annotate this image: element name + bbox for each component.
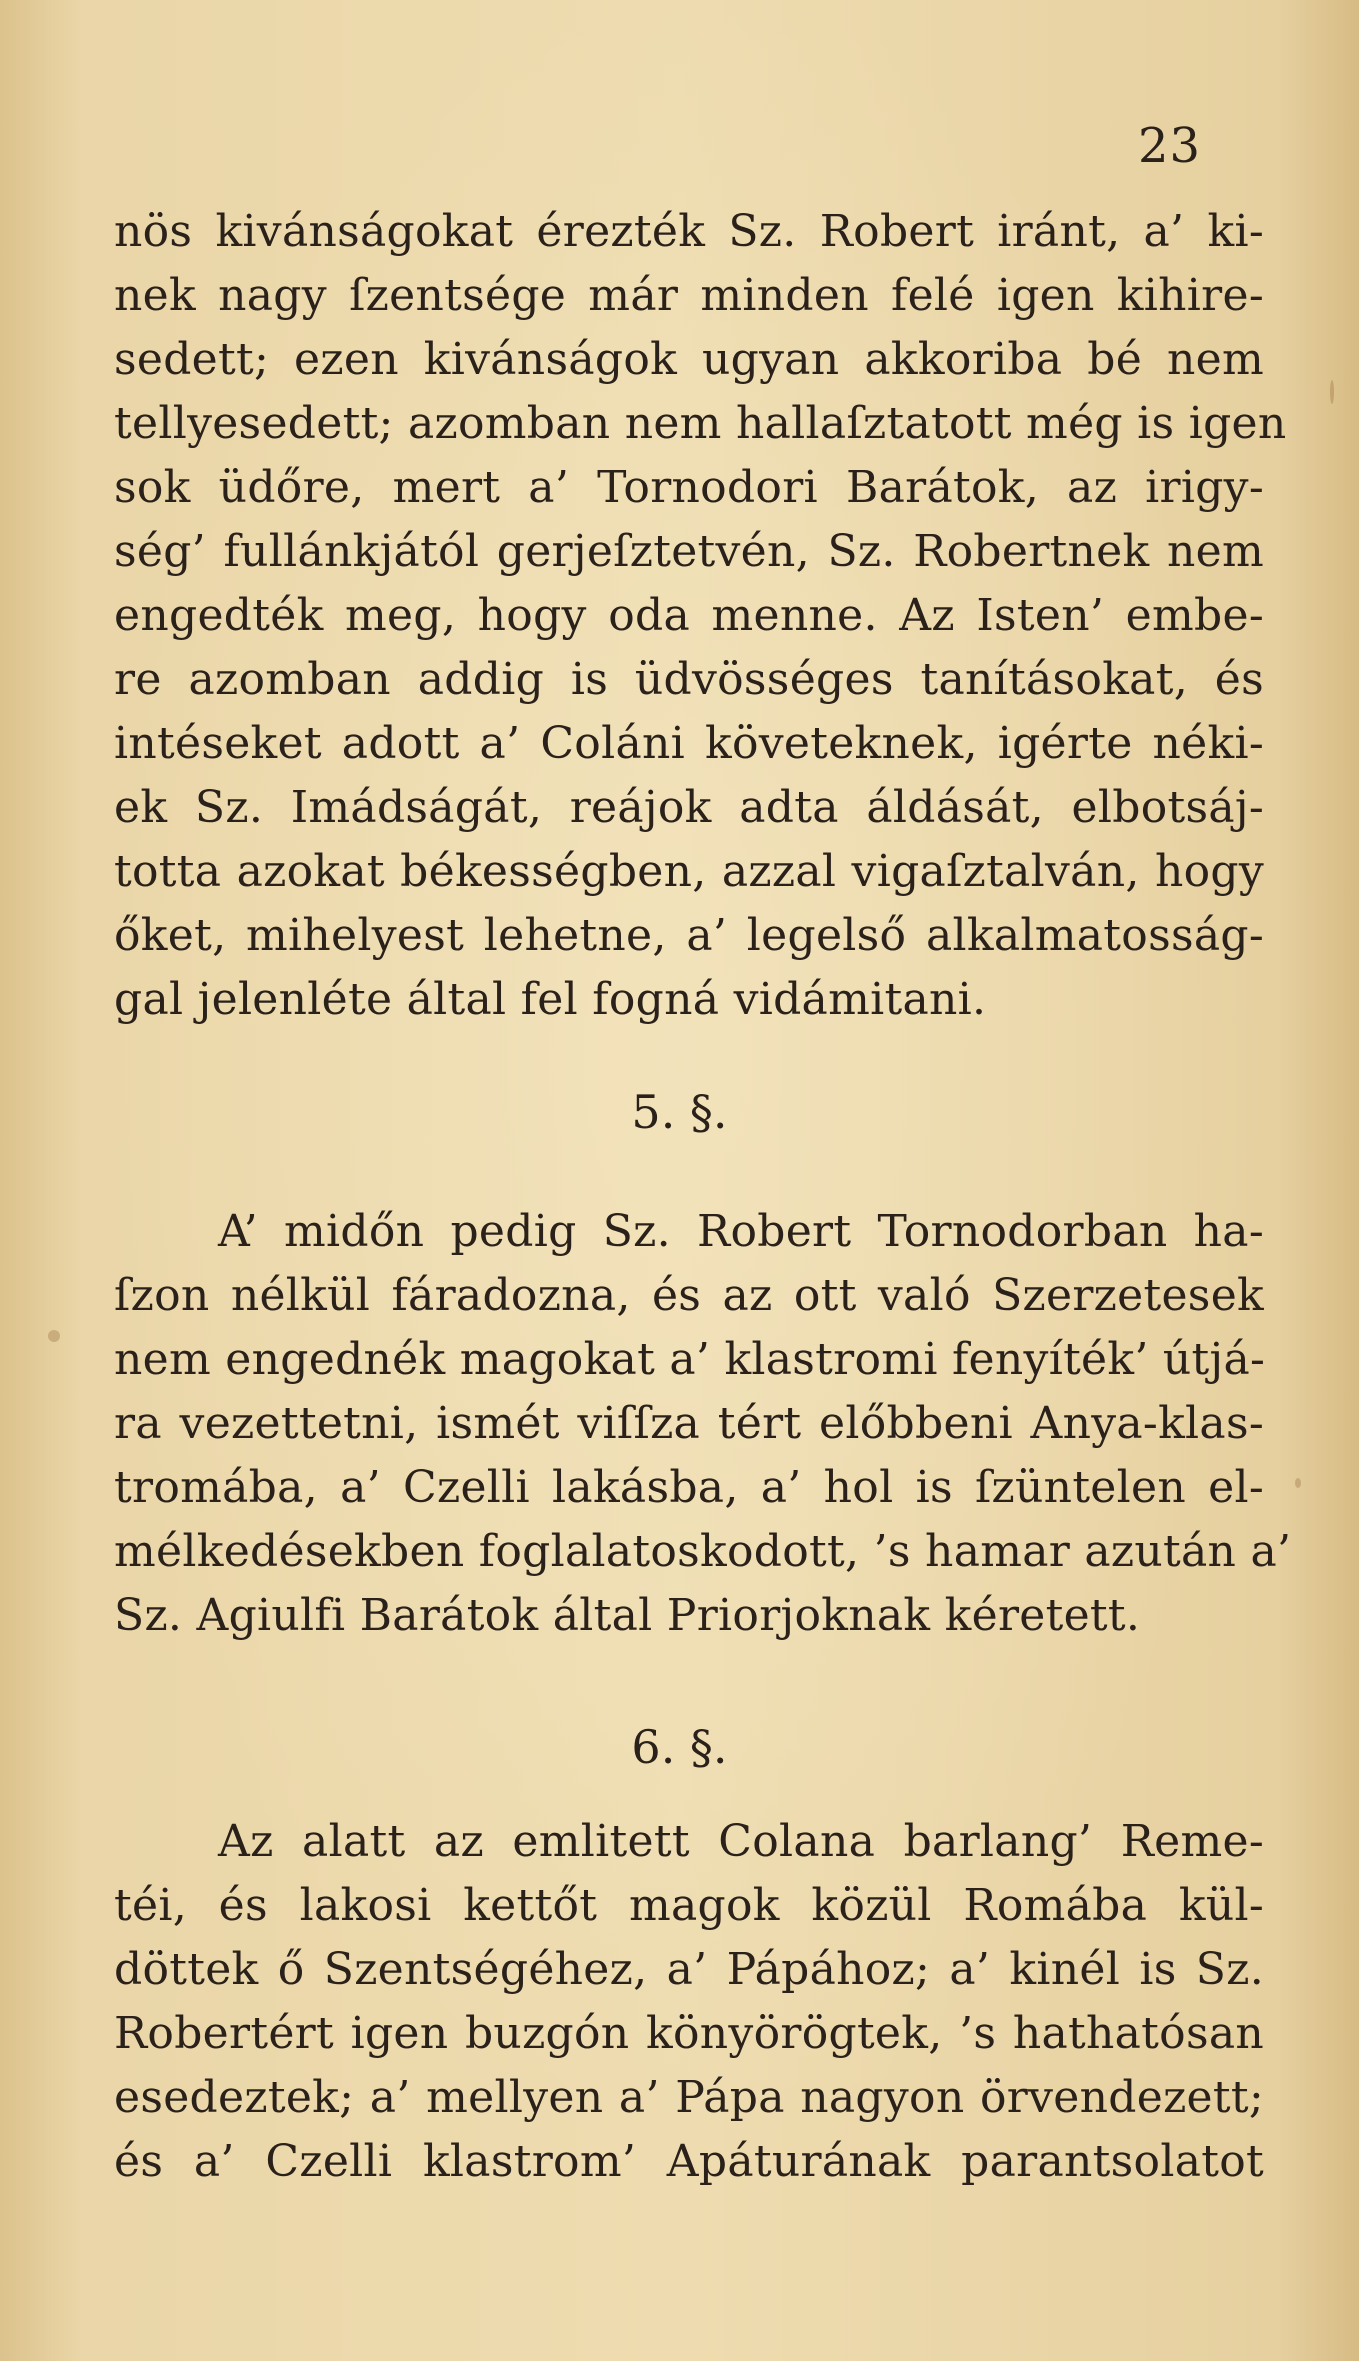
paper-stain [1295,1478,1301,1488]
text-line: intéseket adott a’ Coláni követeknek, igérte néki- [114,718,1264,769]
text-line: nek nagy ſzentsége már minden felé igen kihire- [114,270,1264,321]
page-number: 23 [1138,118,1202,174]
text-line: ra vezettetni, ismét viſſza tért előbbeni Anya-klas- [114,1398,1264,1449]
text-line: Robertért igen buzgón könyörögtek, ’s hathatósan [114,2008,1264,2059]
text-line: Sz. Agiulfi Barátok által Priorjoknak kéretett. [114,1590,1141,1641]
text-line: ſzon nélkül fáradozna, és az ott való Szerzetesek [114,1270,1264,1321]
section-heading-5: 5. §. [631,1085,728,1139]
text-line: totta azokat békességben, azzal vigaſztalván, hogy [114,846,1264,897]
text-line: Az alatt az emlitett Colana barlang’ Reme- [218,1816,1264,1867]
text-line: ek Sz. Imádságát, reájok adta áldását, elbotsáj- [114,782,1264,833]
text-line: tromába, a’ Czelli lakásba, a’ hol is ſzüntelen el- [114,1462,1264,1513]
text-line: A’ midőn pedig Sz. Robert Tornodorban ha- [218,1206,1264,1257]
text-line: engedték meg, hogy oda menne. Az Isten’ embe- [114,590,1264,641]
text-line: döttek ő Szentségéhez, a’ Pápához; a’ kinél is Sz. [114,1944,1264,1995]
section-heading-6: 6. §. [631,1720,728,1774]
paragraph-section-5 [114,1200,1292,1648]
text-line: mélkedésekben foglalatoskodott, ’s hamar azután a’ [114,1526,1292,1577]
paragraph-section-6 [114,1810,1264,2194]
text-line: ség’ fullánkjától gerjeſztetvén, Sz. Robertnek nem [114,526,1264,577]
text-line: esedeztek; a’ mellyen a’ Pápa nagyon örvendezett; [114,2072,1264,2123]
text-line: gal jelenléte által fel fogná vidámitani. [114,974,987,1025]
text-line: sok üdőre, mert a’ Tornodori Barátok, az irigy- [114,462,1264,513]
text-line: re azomban addig is üdvösséges tanításokat, és [114,654,1264,705]
text-line: nem engednék magokat a’ klastromi fenyíték’ útjá- [114,1334,1266,1385]
text-line: nös kivánságokat érezték Sz. Robert iránt, a’ ki- [114,206,1264,257]
paragraph-1 [114,200,1287,1032]
text-line: téi, és lakosi kettőt magok közül Romába kül- [114,1880,1264,1931]
text-line: tellyesedett; azomban nem hallaſztatott még is igen [114,398,1287,449]
text-line: őket, mihelyest lehetne, a’ legelső alkalmatosság- [114,910,1264,961]
paper-stain [1330,380,1334,404]
paper-stain [48,1330,60,1342]
text-line: sedett; ezen kivánságok ugyan akkoriba bé nem [114,334,1264,385]
text-line: és a’ Czelli klastrom’ Apáturának parantsolatot [114,2136,1264,2187]
